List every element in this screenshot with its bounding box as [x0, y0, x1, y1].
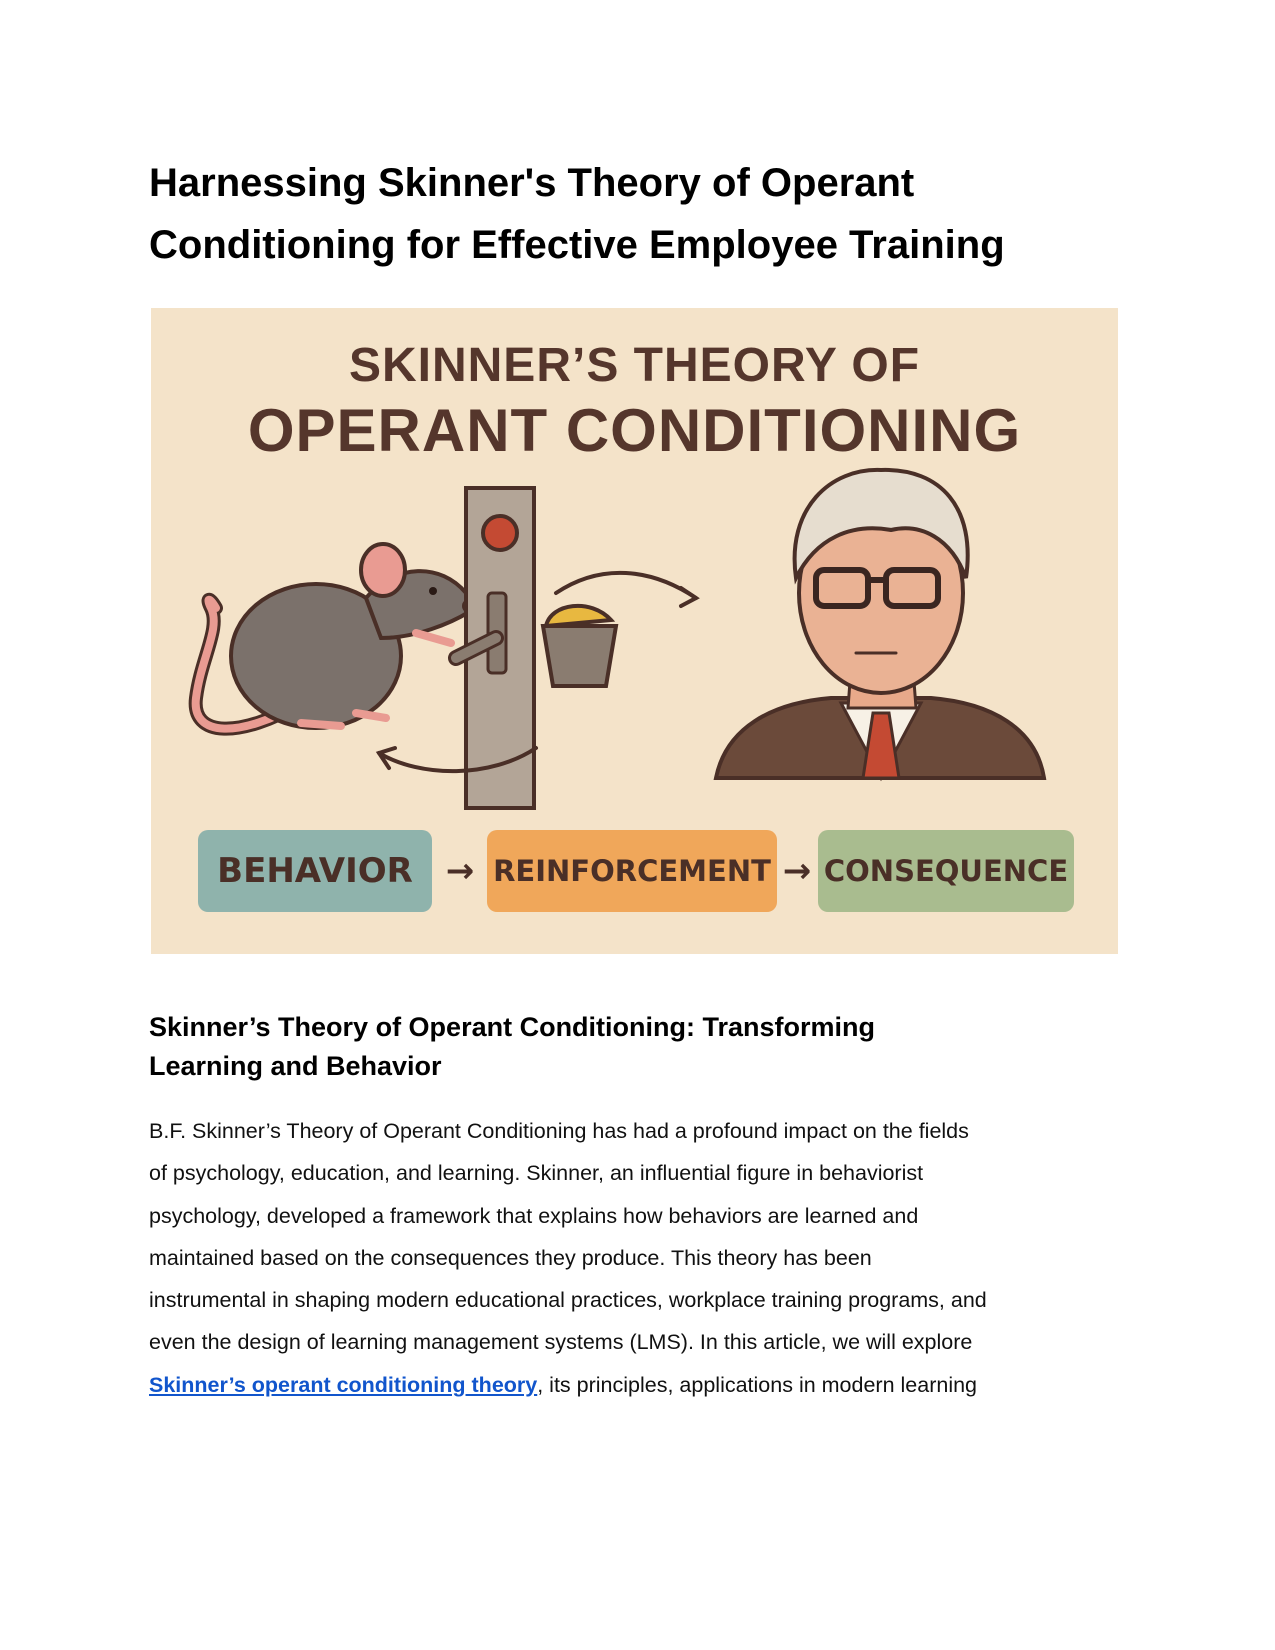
- flow-step-consequence: CONSEQUENCE: [818, 830, 1074, 912]
- page-title-line-2: Conditioning for Effective Employee Training: [149, 223, 1005, 267]
- arrow-top-head: [681, 588, 696, 606]
- paragraph-line: maintained based on the consequences they produce. This theory has been: [149, 1245, 872, 1270]
- paragraph-line: even the design of learning management systems (LMS). In this article, we will explore: [149, 1330, 973, 1355]
- food-cup: [543, 626, 616, 686]
- paragraph-line: instrumental in shaping modern educational practices, workplace training programs, and: [149, 1288, 987, 1313]
- page-title-line-1: Harnessing Skinner's Theory of Operant: [149, 161, 915, 205]
- section-heading-line-2: Learning and Behavior: [149, 1051, 442, 1081]
- panel-button: [483, 516, 517, 550]
- page-title: [149, 152, 1149, 276]
- paragraph-line: B.F. Skinner’s Theory of Operant Conditioning has had a profound impact on the fields: [149, 1119, 969, 1143]
- paragraph-line-tail: , its principles, applications in modern learning: [537, 1372, 978, 1397]
- flow-step-reinforcement: REINFORCEMENT: [487, 830, 777, 912]
- hero-illustration: [151, 308, 1118, 954]
- body-paragraph: [149, 1110, 1124, 1406]
- flow-step-behavior: BEHAVIOR: [198, 830, 432, 912]
- flow-arrow-icon: →: [445, 851, 475, 891]
- paragraph-line: of psychology, education, and learning. Skinner, an influential figure in behaviorist: [149, 1161, 924, 1186]
- section-heading: [149, 1008, 1129, 1086]
- food-pellets: [546, 606, 611, 626]
- rat-ear: [361, 544, 405, 596]
- hero-title-line-2: OPERANT CONDITIONING: [247, 397, 1022, 464]
- section-heading-line-1: Skinner’s Theory of Operant Conditioning: Transforming: [149, 1012, 876, 1042]
- hero-title-line-1: SKINNER’S THEORY OF: [348, 339, 921, 392]
- arrow-top: [556, 573, 696, 598]
- operant-conditioning-link[interactable]: Skinner’s operant conditioning theory: [149, 1372, 538, 1397]
- flow-arrow-icon: →: [782, 851, 812, 891]
- paragraph-line: psychology, developed a framework that explains how behaviors are learned and: [149, 1203, 919, 1228]
- rat-eye: [429, 587, 437, 595]
